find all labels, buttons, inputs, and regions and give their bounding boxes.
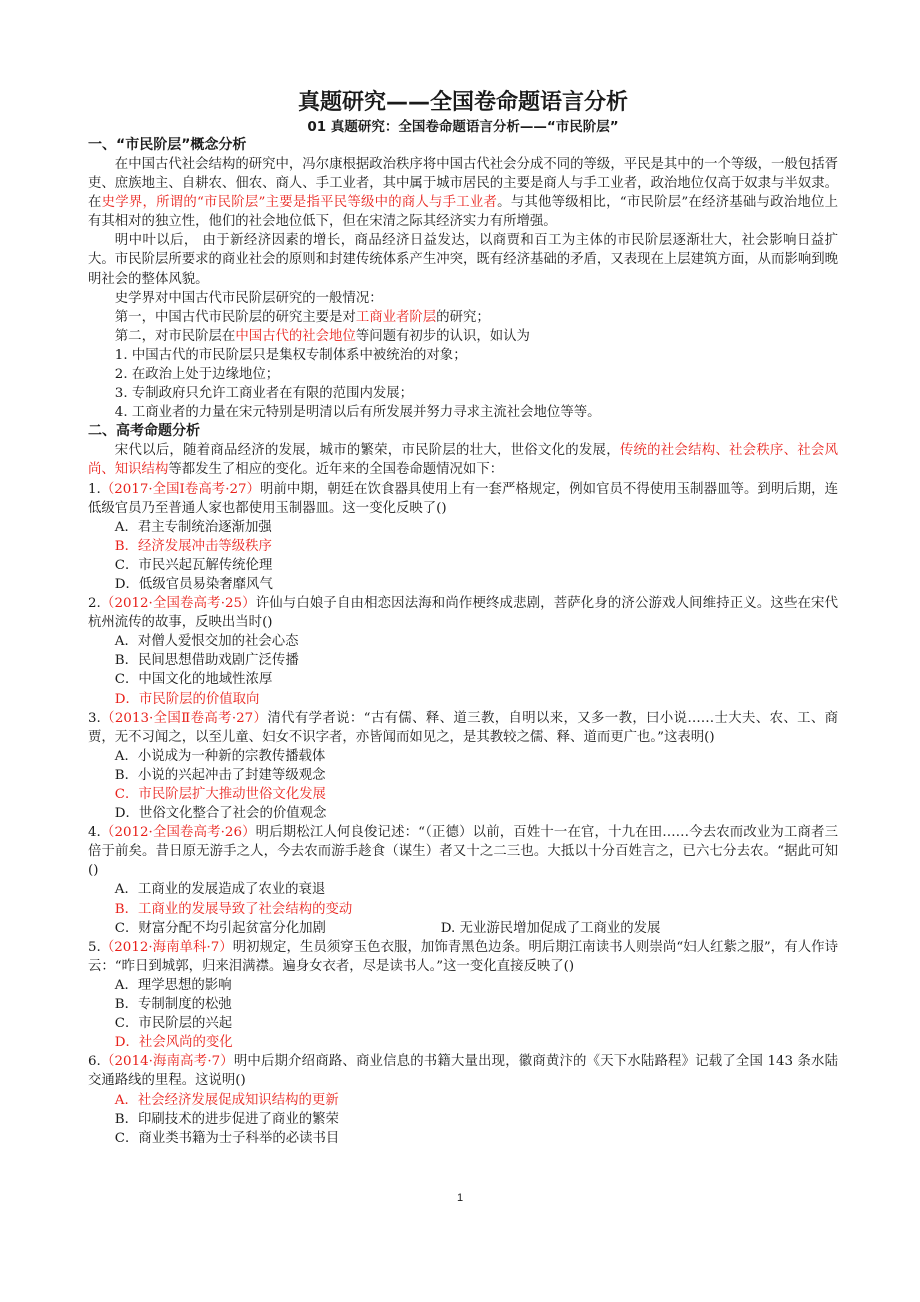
option-row-cd — [88, 919, 838, 938]
question-source: （2012·全国卷高考·25） — [100, 596, 256, 612]
section1-paragraph-4: 第一，中国古代市民阶层的研究主要是对工商业者阶层的研究； — [114, 309, 490, 325]
question-number: 6. — [88, 1054, 101, 1070]
option-a: A．理学思想的影响 — [114, 977, 232, 993]
section1-paragraph-3: 史学界对中国古代市民阶层研究的一般情况： — [114, 290, 383, 306]
list-item: 4. 工商业者的力量在宋元特别是明清以后有所发展并努力寻求主流社会地位等等。 — [114, 405, 601, 421]
section1-paragraph-2: 明中叶以后， 由于新经济因素的增长，商品经济日益发达，以商贾和百工为主体的市民阶层逐渐壮大，社会影响日益扩大。市民阶层所要求的商业社会的原则和封建传统体系产生冲突，既有经济基础的矛盾，又表现在上层建筑方面，从而影响到晚明社会的整体风貌。 — [88, 233, 838, 287]
question-source: （2012·海南单科·7） — [100, 939, 233, 955]
list-item: 2. 在政治上处于边缘地位； — [114, 367, 280, 383]
section2-intro: 宋代以后，随着商品经济的发展，城市的繁荣，市民阶层的壮大，世俗文化的发展，传统的社会结构、社会秩序、社会风尚、知识结构等都发生了相应的变化。近年来的全国卷命题情况如下： — [88, 443, 839, 478]
section1-paragraph-1: 在中国古代社会结构的研究中，冯尔康根据政治秩序将中国古代社会分成不同的等级，平民是其中的一个等级，一般包括胥吏、庶族地主、自耕农、佃农、商人、手工业者，其中属于城市居民的主要是商人与手工业者，政治地位仅高于奴隶与半奴隶。在史学界，所谓的“市民阶层”主要是指平民等级中的商人与手工业者。与其他等级相比，“市民阶层”在经济基础与政治地位上有其相对的独立性，他们的社会地位低下，但在宋清之际其经济实力有所增强。 — [88, 157, 838, 230]
question-source: （2014·海南高考·7） — [100, 1054, 234, 1070]
document-page — [88, 88, 838, 1148]
section1-heading: 一、“市民阶层”概念分析 — [88, 137, 247, 153]
option-d: D. 无业游民增加促成了工商业的发展 — [440, 920, 661, 936]
question-1 — [88, 480, 838, 595]
question-stem: 5.（2012·海南单科·7）明初规定，生员须穿玉色衣服，加饰青黑色边条。明后期江南读书人则崇尚“妇人红紫之服”，有人作诗云：“昨日到城郭，归来泪满襟。遍身女衣者，尽是读书人。”这一变化直接反映了() — [88, 939, 838, 974]
option-b-answer: B．经济发展冲击等级秩序 — [114, 538, 272, 554]
page-number: 1 — [456, 1192, 464, 1204]
document-subtitle: 01 真题研究：全国卷命题语言分析——“市民阶层” — [307, 119, 619, 135]
option-d-answer: D．市民阶层的价值取向 — [114, 691, 260, 707]
question-number: 2. — [88, 596, 101, 612]
option-b-answer: B．工商业的发展导致了社会结构的变动 — [114, 901, 353, 917]
section2-heading: 二、高考命题分析 — [88, 423, 200, 440]
option-a: A．对僧人爱恨交加的社会心态 — [114, 634, 299, 650]
question-stem: 3.（2013·全国Ⅱ卷高考·27）清代有学者说：“古有儒、释、道三教，自明以来，又多一教，曰小说……士大夫、农、工、商贾，无不习闻之，以至儿童、妇女不识字者，亦皆闻而如见之，是其教较之儒、释、道而更广也。”这表明() — [88, 710, 839, 745]
question-3 — [88, 709, 838, 824]
option-d-answer: D．社会风尚的变化 — [114, 1035, 233, 1051]
highlight-text: 史学界，所谓的“市民阶层”主要是指平民等级中的商人与手工业者 — [101, 195, 498, 211]
option-b: B．印刷技术的进步促进了商业的繁荣 — [114, 1111, 339, 1127]
question-stem: 1.（2017·全国Ⅰ卷高考·27）明前中期，朝廷在饮食器具使用上有一套严格规定，例如官员不得使用玉制器皿等。到明后期，连低级官员乃至普通人家也都使用玉制器皿。这一变化反映了() — [88, 481, 839, 516]
option-a: A．工商业的发展造成了农业的衰退 — [114, 882, 326, 898]
highlight-text: 中国古代的社会地位 — [235, 328, 356, 344]
option-c: C．市民兴起瓦解传统伦理 — [114, 557, 273, 573]
question-source: （2012·全国卷高考·26） — [100, 825, 256, 841]
question-number: 3. — [88, 710, 101, 726]
question-6 — [88, 1052, 838, 1147]
option-d: D．低级官员易染奢靡风气 — [114, 576, 273, 592]
highlight-text: 工商业者阶层 — [355, 309, 437, 325]
question-number: 5. — [88, 939, 101, 955]
option-c: C．中国文化的地域性浓厚 — [114, 672, 273, 688]
option-a-answer: A．社会经济发展促成知识结构的更新 — [114, 1092, 339, 1108]
option-d: D．世俗文化整合了社会的价值观念 — [114, 806, 327, 822]
question-4 — [88, 823, 838, 938]
option-a: A．小说成为一种新的宗教传播载体 — [114, 748, 326, 764]
option-b: B．民间思想借助戏剧广泛传播 — [114, 653, 299, 669]
list-item: 3. 专制政府只允许工商业者在有限的范围内发展； — [114, 386, 414, 402]
option-c: C．市民阶层的兴起 — [114, 1016, 233, 1032]
question-source: （2013·全国Ⅱ卷高考·27） — [100, 710, 268, 726]
question-stem: 4.（2012·全国卷高考·26）明后期松江人何良俊记述：“（正德）以前，百姓十一在官，十九在田……今去农而改业为工商者三倍于前矣。昔日原无游手之人，今去农而游手趁食（谋生）者又十之二三也。大抵以十分百姓言之，已六七分去农。“据此可知() — [88, 825, 838, 879]
document-title: 真题研究——全国卷命题语言分析 — [297, 90, 628, 115]
question-2 — [88, 594, 838, 709]
option-a: A．君主专制统治逐渐加强 — [114, 519, 272, 535]
option-c: C．财富分配不均引起贫富分化加剧 — [114, 920, 326, 936]
option-b: B．专制制度的松弛 — [114, 997, 232, 1013]
option-b: B．小说的兴起冲击了封建等级观念 — [114, 767, 326, 783]
question-5 — [88, 938, 838, 1053]
question-number: 4. — [88, 825, 101, 841]
option-c-answer: C．市民阶层扩大推动世俗文化发展 — [114, 787, 326, 802]
highlight-text: 传统的社会结构、社会秩序、社会风尚、知识结构 — [88, 443, 839, 478]
section1-paragraph-5: 第二，对市民阶层在中国古代的社会地位等问题有初步的认识，如认为 — [114, 328, 530, 344]
question-stem: 6.（2014·海南高考·7）明中后期介绍商路、商业信息的书籍大量出现，徽商黄汴的《天下水陆路程》记载了全国 143 条水陆交通路线的里程。这说明() — [88, 1054, 838, 1089]
question-source: （2017·全国Ⅰ卷高考·27） — [100, 481, 261, 497]
option-c: C．商业类书籍为士子科举的必读书目 — [114, 1130, 340, 1146]
question-stem: 2.（2012·全国卷高考·25）许仙与白娘子自由相恋因法海和尚作梗终成悲剧，菩萨化身的济公游戏人间维持正义。这些在宋代杭州流传的故事，反映出当时() — [88, 596, 838, 631]
question-number: 1. — [88, 481, 101, 497]
list-item: 1. 中国古代的市民阶层只是集权专制体系中被统治的对象； — [114, 347, 467, 363]
